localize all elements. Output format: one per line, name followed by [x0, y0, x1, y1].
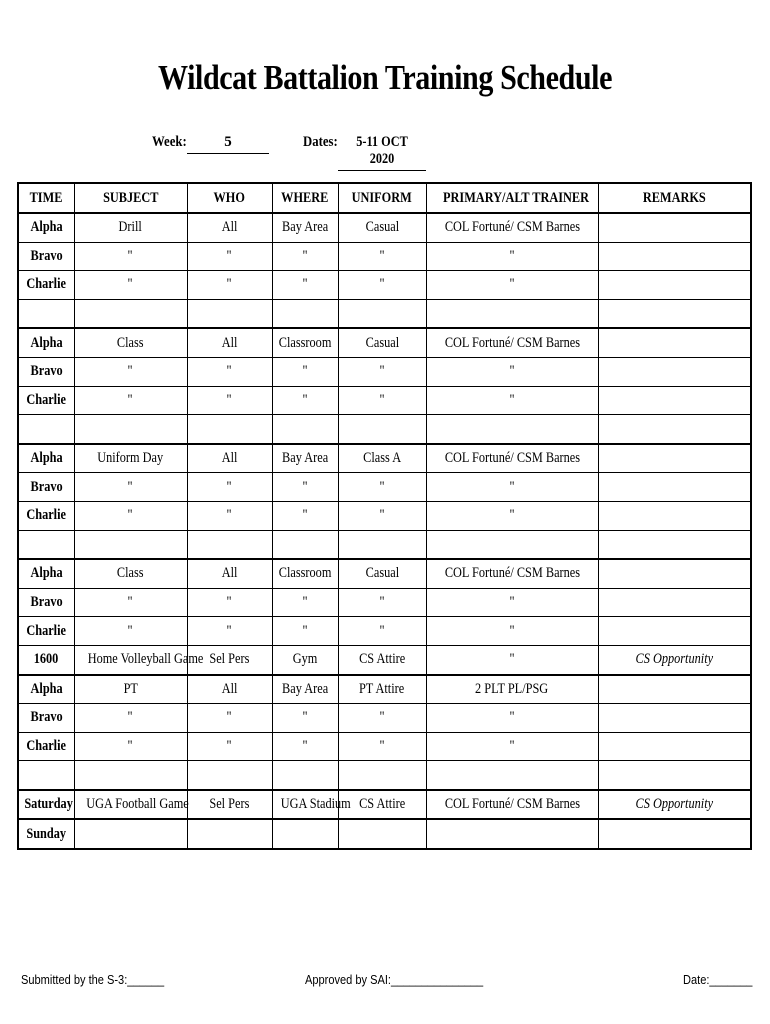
cell-remarks [598, 588, 751, 617]
cell-where: " [272, 617, 338, 646]
cell-subject [74, 761, 187, 790]
cell-trainer [426, 530, 598, 559]
cell-remarks [598, 473, 751, 502]
cell-who: All [187, 213, 272, 242]
cell-uniform [338, 415, 426, 444]
cell-where: Bay Area [272, 213, 338, 242]
cell-subject: Drill [74, 213, 187, 242]
cell-time: Alpha [18, 675, 74, 704]
cell-subject [74, 819, 187, 849]
cell-trainer: " [426, 645, 598, 674]
table-row [18, 559, 751, 588]
cell-remarks [598, 559, 751, 588]
cell-where [272, 299, 338, 328]
cell-where: " [272, 704, 338, 733]
cell-remarks: CS Opportunity [598, 645, 751, 674]
cell-remarks [598, 704, 751, 733]
cell-time: Bravo [18, 588, 74, 617]
column-header-trainer: PRIMARY/ALT TRAINER [426, 183, 598, 213]
cell-trainer [426, 299, 598, 328]
cell-trainer: " [426, 473, 598, 502]
cell-trainer: COL Fortuné/ CSM Barnes [426, 559, 598, 588]
cell-uniform: Class A [338, 444, 426, 473]
cell-who [187, 819, 272, 849]
cell-who: " [187, 473, 272, 502]
cell-remarks [598, 213, 751, 242]
week-label: Week: [152, 134, 187, 150]
cell-trainer: " [426, 386, 598, 415]
cell-time: Saturday [18, 790, 74, 820]
table-row [18, 357, 751, 386]
table-row [18, 617, 751, 646]
dates-label: Dates: [303, 134, 338, 150]
cell-uniform: PT Attire [338, 675, 426, 704]
cell-who: " [187, 386, 272, 415]
column-header-remarks: REMARKS [598, 183, 751, 213]
cell-remarks: CS Opportunity [598, 790, 751, 820]
cell-trainer: COL Fortuné/ CSM Barnes [426, 213, 598, 242]
table-row [18, 473, 751, 502]
cell-subject: Class [74, 559, 187, 588]
cell-trainer: " [426, 271, 598, 300]
cell-who [187, 299, 272, 328]
cell-remarks [598, 299, 751, 328]
cell-uniform: " [338, 271, 426, 300]
cell-subject: " [74, 704, 187, 733]
cell-subject [74, 415, 187, 444]
cell-where: " [272, 271, 338, 300]
cell-uniform [338, 299, 426, 328]
cell-uniform: CS Attire [338, 645, 426, 674]
cell-trainer: " [426, 588, 598, 617]
cell-trainer: " [426, 704, 598, 733]
cell-subject: " [74, 588, 187, 617]
table-row [18, 271, 751, 300]
cell-where: " [272, 386, 338, 415]
date-field: Date:_______ [683, 972, 753, 987]
cell-uniform [338, 819, 426, 849]
cell-subject: " [74, 501, 187, 530]
cell-where: Classroom [272, 559, 338, 588]
column-header-time: TIME [18, 183, 74, 213]
table-row [18, 242, 751, 271]
cell-time: Sunday [18, 819, 74, 849]
cell-subject: " [74, 732, 187, 761]
cell-subject: " [74, 271, 187, 300]
cell-uniform: Casual [338, 328, 426, 357]
cell-time [18, 299, 74, 328]
cell-where: " [272, 732, 338, 761]
cell-uniform: " [338, 588, 426, 617]
table-row [18, 444, 751, 473]
table-row [18, 732, 751, 761]
cell-remarks [598, 357, 751, 386]
column-header-subject: SUBJECT [74, 183, 187, 213]
cell-where: " [272, 242, 338, 271]
cell-where: " [272, 588, 338, 617]
cell-time: Charlie [18, 501, 74, 530]
dates-value: 5-11 OCT 2020 [338, 134, 426, 171]
cell-who [187, 761, 272, 790]
cell-remarks [598, 501, 751, 530]
cell-trainer: COL Fortuné/ CSM Barnes [426, 444, 598, 473]
cell-subject [74, 530, 187, 559]
table-row [18, 588, 751, 617]
cell-uniform: " [338, 386, 426, 415]
cell-who: " [187, 271, 272, 300]
table-row [18, 501, 751, 530]
cell-who: " [187, 501, 272, 530]
cell-subject: UGA Football Game [74, 790, 187, 820]
cell-who: " [187, 588, 272, 617]
table-row [18, 819, 751, 849]
cell-uniform: CS Attire [338, 790, 426, 820]
cell-subject: Home Volleyball Game [74, 645, 187, 674]
cell-time: 1600 [18, 645, 74, 674]
cell-time: Alpha [18, 213, 74, 242]
cell-remarks [598, 761, 751, 790]
cell-time: Alpha [18, 444, 74, 473]
cell-time: Bravo [18, 357, 74, 386]
cell-subject: " [74, 242, 187, 271]
cell-uniform: " [338, 357, 426, 386]
cell-trainer: " [426, 357, 598, 386]
cell-where: " [272, 473, 338, 502]
cell-subject: Class [74, 328, 187, 357]
table-row [18, 790, 751, 820]
cell-who: All [187, 675, 272, 704]
cell-where: Bay Area [272, 444, 338, 473]
cell-subject: PT [74, 675, 187, 704]
cell-uniform: " [338, 704, 426, 733]
cell-subject: Uniform Day [74, 444, 187, 473]
cell-time: Charlie [18, 271, 74, 300]
cell-time [18, 761, 74, 790]
cell-trainer [426, 761, 598, 790]
cell-who: All [187, 559, 272, 588]
cell-uniform [338, 530, 426, 559]
cell-uniform: " [338, 732, 426, 761]
cell-who: Sel Pers [187, 645, 272, 674]
cell-trainer [426, 415, 598, 444]
cell-trainer: COL Fortuné/ CSM Barnes [426, 790, 598, 820]
cell-time [18, 415, 74, 444]
submitted-by: Submitted by the S-3:______ [21, 972, 165, 987]
table-row [18, 704, 751, 733]
cell-where [272, 530, 338, 559]
page-title: Wildcat Battalion Training Schedule [157, 58, 613, 97]
column-header-where: WHERE [272, 183, 338, 213]
cell-who [187, 530, 272, 559]
cell-uniform: " [338, 473, 426, 502]
cell-where: Bay Area [272, 675, 338, 704]
table-row [18, 386, 751, 415]
cell-subject: " [74, 617, 187, 646]
cell-who: " [187, 732, 272, 761]
cell-uniform: Casual [338, 213, 426, 242]
cell-who: Sel Pers [187, 790, 272, 820]
column-header-uniform: UNIFORM [338, 183, 426, 213]
column-header-who: WHO [187, 183, 272, 213]
cell-where [272, 415, 338, 444]
table-row [18, 213, 751, 242]
cell-trainer: " [426, 617, 598, 646]
week-value: 5 [187, 134, 269, 154]
header-row [18, 183, 751, 213]
cell-where [272, 761, 338, 790]
cell-time [18, 530, 74, 559]
approved-by: Approved by SAI:_______________ [305, 972, 484, 987]
cell-time: Bravo [18, 473, 74, 502]
cell-who: " [187, 704, 272, 733]
cell-where: " [272, 357, 338, 386]
cell-uniform [338, 761, 426, 790]
cell-remarks [598, 732, 751, 761]
cell-remarks [598, 530, 751, 559]
table-row [18, 328, 751, 357]
cell-who: " [187, 242, 272, 271]
cell-subject: " [74, 473, 187, 502]
cell-where: Classroom [272, 328, 338, 357]
cell-remarks [598, 819, 751, 849]
cell-trainer [426, 819, 598, 849]
cell-remarks [598, 415, 751, 444]
table-row [18, 645, 751, 674]
cell-trainer: " [426, 501, 598, 530]
cell-time: Charlie [18, 617, 74, 646]
cell-remarks [598, 386, 751, 415]
cell-remarks [598, 617, 751, 646]
schedule-table [17, 182, 752, 850]
cell-time: Alpha [18, 328, 74, 357]
cell-remarks [598, 328, 751, 357]
cell-who [187, 415, 272, 444]
table-row [18, 530, 751, 559]
cell-who: All [187, 444, 272, 473]
cell-time: Bravo [18, 704, 74, 733]
cell-subject: " [74, 357, 187, 386]
cell-uniform: " [338, 501, 426, 530]
cell-uniform: Casual [338, 559, 426, 588]
cell-remarks [598, 675, 751, 704]
cell-time: Charlie [18, 386, 74, 415]
cell-who: " [187, 617, 272, 646]
table-row [18, 675, 751, 704]
cell-time: Alpha [18, 559, 74, 588]
cell-who: " [187, 357, 272, 386]
table-row [18, 761, 751, 790]
cell-uniform: " [338, 617, 426, 646]
cell-remarks [598, 242, 751, 271]
cell-remarks [598, 444, 751, 473]
cell-trainer: " [426, 732, 598, 761]
cell-trainer: " [426, 242, 598, 271]
cell-remarks [598, 271, 751, 300]
cell-where: Gym [272, 645, 338, 674]
cell-subject [74, 299, 187, 328]
cell-time: Charlie [18, 732, 74, 761]
cell-trainer: COL Fortuné/ CSM Barnes [426, 328, 598, 357]
table-row [18, 299, 751, 328]
cell-where [272, 819, 338, 849]
cell-subject: " [74, 386, 187, 415]
cell-where: UGA Stadium [272, 790, 338, 820]
schedule-body [18, 213, 751, 849]
cell-time: Bravo [18, 242, 74, 271]
cell-trainer: 2 PLT PL/PSG [426, 675, 598, 704]
cell-uniform: " [338, 242, 426, 271]
cell-who: All [187, 328, 272, 357]
table-row [18, 415, 751, 444]
cell-where: " [272, 501, 338, 530]
